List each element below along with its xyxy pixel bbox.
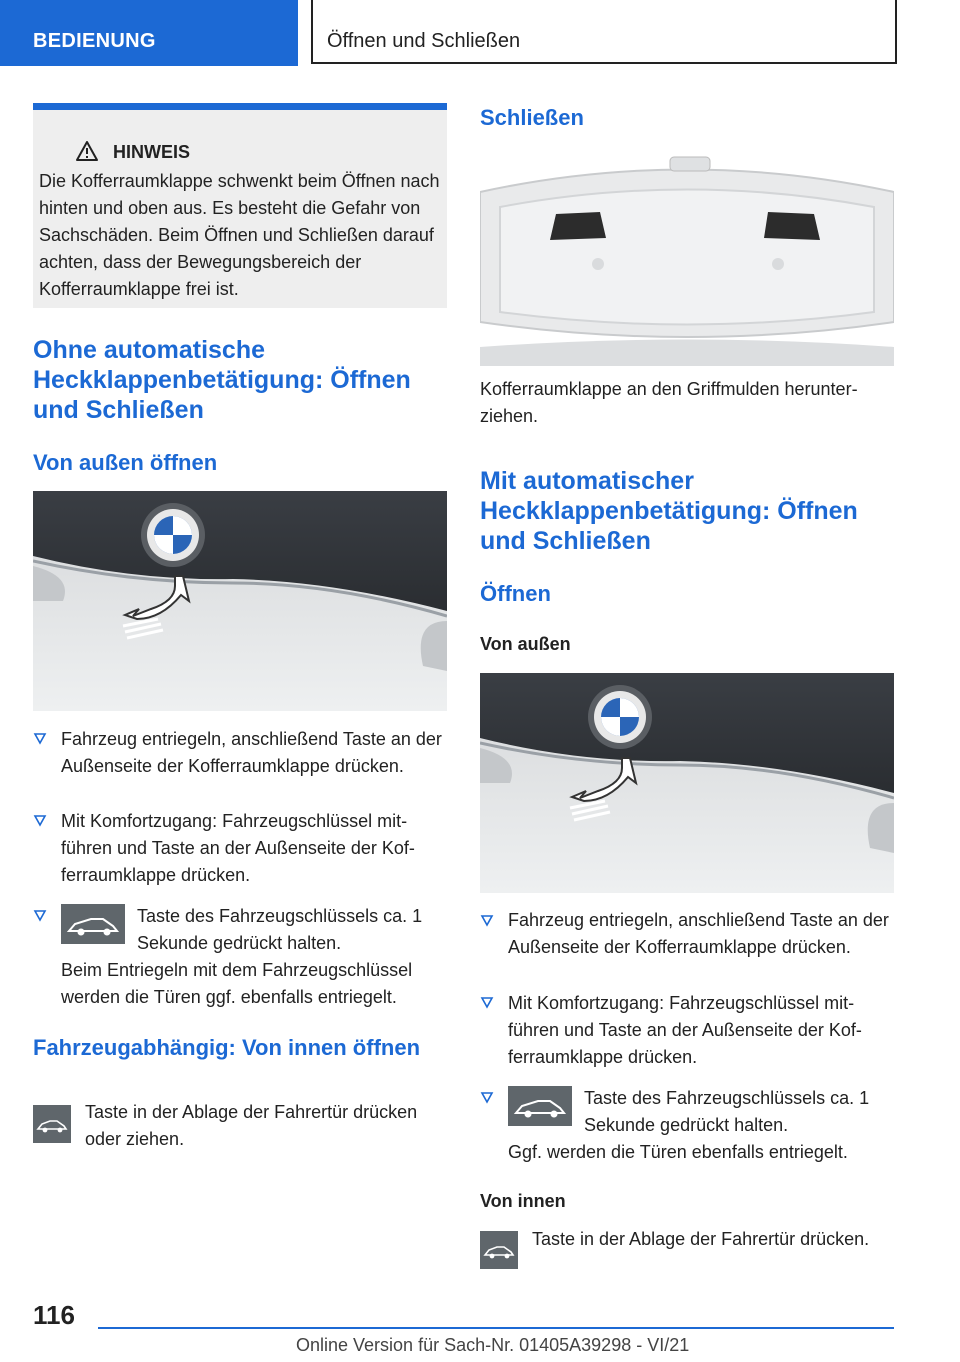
bullet-triangle-icon <box>33 908 47 922</box>
footer-divider <box>98 1327 894 1329</box>
bullet-triangle-icon <box>33 731 47 745</box>
chapter-tab <box>311 0 897 64</box>
heading-close: Schließen <box>480 105 584 130</box>
warning-note <box>33 103 447 308</box>
from-inside-label: Von innen <box>480 1191 566 1211</box>
inside-text: Taste in der Ablage der Fahrertür drücken oder ziehen. <box>85 1102 418 1149</box>
list-item: Taste des Fahrzeugschlüssels ca. 1 Sekunde gedrückt halten. <box>584 1088 870 1135</box>
car-trunk-button-icon <box>33 1105 71 1143</box>
list-item: Fahrzeug entriegeln, anschließend Taste an der Außenseite der Kofferraumklappe drücken. <box>61 729 442 776</box>
close-text: Kofferraumklappe an den Griffmulden herunterziehen. <box>480 379 858 426</box>
list-item: Mit Komfortzugang: Fahrzeugschlüssel mitführen und Taste an der Außenseite der Kofferraumklappe drücken. <box>508 993 862 1067</box>
note-text: Die Kofferraumklappe schwenkt beim Öffnen nach hinten und oben aus. Es besteht die Gefahr von Sachschäden. Beim Öffnen und Schließen darauf achten, dass der Bewegungsbereich der Kofferraumklappe frei ist. <box>39 171 440 299</box>
trunk-lid-photo <box>480 152 894 366</box>
bullet-triangle-icon <box>480 913 494 927</box>
subheading-open: Öffnen <box>480 581 551 606</box>
page-number: 116 <box>33 1300 75 1330</box>
list-item: Taste des Fahrzeugschlüssels ca. 1 Sekunde gedrückt halten. <box>137 906 423 953</box>
bullet-triangle-icon <box>33 813 47 827</box>
section-title: BEDIENUNG <box>33 30 156 52</box>
trunk-button-photo <box>33 491 447 711</box>
car-trunk-key-icon <box>508 1086 572 1126</box>
heading-automatic: Mit automatischer Heckklappenbetätigung: Öffnen und Schließen <box>480 467 858 555</box>
heading-manual: Ohne automatische Heckklappenbetätigung: Öffnen und Schließen <box>33 336 411 424</box>
from-outside-label: Von außen <box>480 634 571 654</box>
list-item: Mit Komfortzugang: Fahrzeugschlüssel mitführen und Taste an der Außenseite der Kofferraumklappe drücken. <box>61 811 415 885</box>
key-note: Ggf. werden die Türen ebenfalls entriegelt. <box>508 1142 848 1162</box>
subheading-inside-open: Fahrzeugabhängig: Von innen öffnen <box>33 1035 421 1060</box>
key-note: Beim Entriegeln mit dem Fahrzeugschlüssel werden die Türen ggf. ebenfalls entriegelt. <box>61 960 413 1007</box>
car-trunk-button-icon <box>480 1231 518 1269</box>
warning-triangle-icon <box>75 140 99 162</box>
car-trunk-key-icon <box>61 904 125 944</box>
trunk-button-photo <box>480 673 894 893</box>
chapter-title: Öffnen und Schließen <box>327 30 521 52</box>
inside-text: Taste in der Ablage der Fahrertür drücken. <box>532 1229 870 1249</box>
bullet-triangle-icon <box>480 1090 494 1104</box>
subheading-outside-open: Von außen öffnen <box>33 450 218 475</box>
footer-online-version: Online Version für Sach-Nr. 01405A39298 - VI/21 <box>296 1335 690 1355</box>
note-title: HINWEIS <box>113 142 191 162</box>
bullet-triangle-icon <box>480 995 494 1009</box>
list-item: Fahrzeug entriegeln, anschließend Taste an der Außenseite der Kofferraumklappe drücken. <box>508 910 889 957</box>
section-tab <box>0 0 298 66</box>
